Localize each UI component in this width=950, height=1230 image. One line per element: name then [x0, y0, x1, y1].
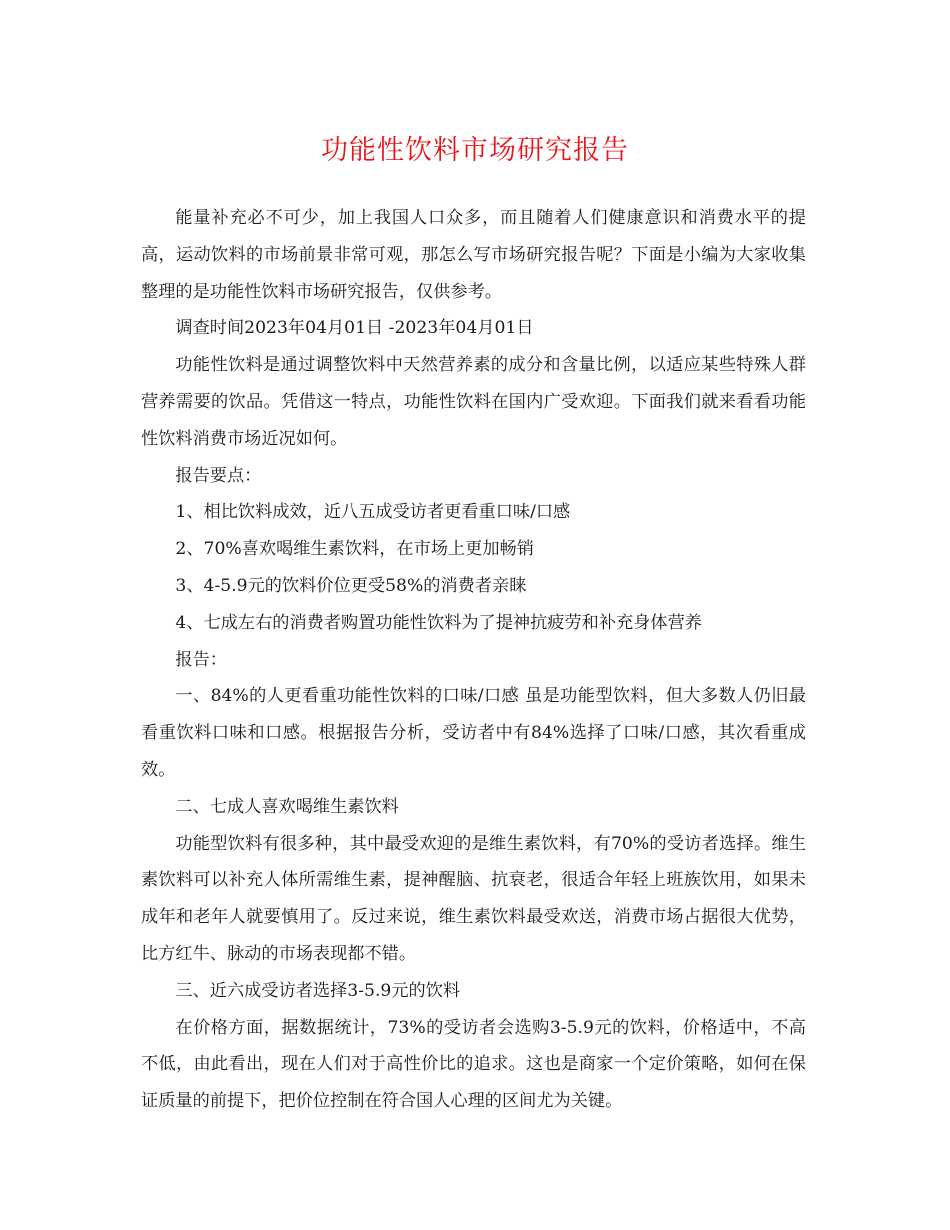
key-point-4: 4、七成左右的消费者购置功能性饮料为了提神抗疲劳和补充身体营养 — [175, 612, 702, 633]
key-point-2: 2、70%喜欢喝维生素饮料，在市场上更加畅销 — [175, 539, 534, 560]
section-1-paragraph: 一、84%的人更看重功能性饮料的口味/口感 虽是功能型饮料，但大多数人仍旧最看重饮料口味和口感。根据报告分析，受访者中有84%选择了口味/口感，其次看重成效。 — [141, 686, 806, 780]
intro-paragraph: 能量补充必不可少，加上我国人口众多，而且随着人们健康意识和消费水平的提高，运动饮料的市场前景非常可观，那怎么写市场研究报告呢？下面是小编为大家收集整理的是功能性饮料市场研究报告，仅供参考。 — [141, 208, 806, 302]
section-2-paragraph: 功能型饮料有很多种，其中最受欢迎的是维生素饮料，有70%的受访者选择。维生素饮料可以补充人体所需维生素，提神醒脑、抗衰老，很适合年轻上班族饮用，如果未成年和老年人就要慎用了。反过来说，维生素饮料最受欢送，消费市场占据很大优势，比方红牛、脉动的市场表现都不错。 — [141, 833, 806, 964]
section-3-heading: 三、近六成受访者选择3-5.9元的饮料 — [175, 980, 461, 1001]
section-3-paragraph: 在价格方面，据数据统计，73%的受访者会选购3-5.9元的饮料，价格适中，不高不低，由此看出，现在人们对于高性价比的追求。这也是商家一个定价策略，如何在保证质量的前提下，把价位控制在符合国人心理的区间尤为关键。 — [141, 1017, 806, 1112]
report-heading: 报告： — [175, 649, 227, 670]
key-point-3: 3、4-5.9元的饮料价位更受58%的消费者亲睐 — [175, 575, 527, 596]
document-body — [141, 200, 806, 1120]
key-points-heading: 报告要点： — [175, 465, 262, 486]
key-point-1: 1、相比饮料成效，近八五成受访者更看重口味/口感 — [175, 502, 571, 523]
section-2-heading: 二、七成人喜欢喝维生素饮料 — [175, 796, 399, 817]
definition-paragraph: 功能性饮料是通过调整饮料中天然营养素的成分和含量比例，以适应某些特殊人群营养需要的饮品。凭借这一特点，功能性饮料在国内广受欢迎。下面我们就来看看功能性饮料消费市场近况如何。 — [141, 355, 806, 449]
survey-date: 调查时间2023年04月01日 -2023年04月01日 — [175, 318, 534, 339]
document-title: 功能性饮料市场研究报告 — [321, 135, 629, 166]
